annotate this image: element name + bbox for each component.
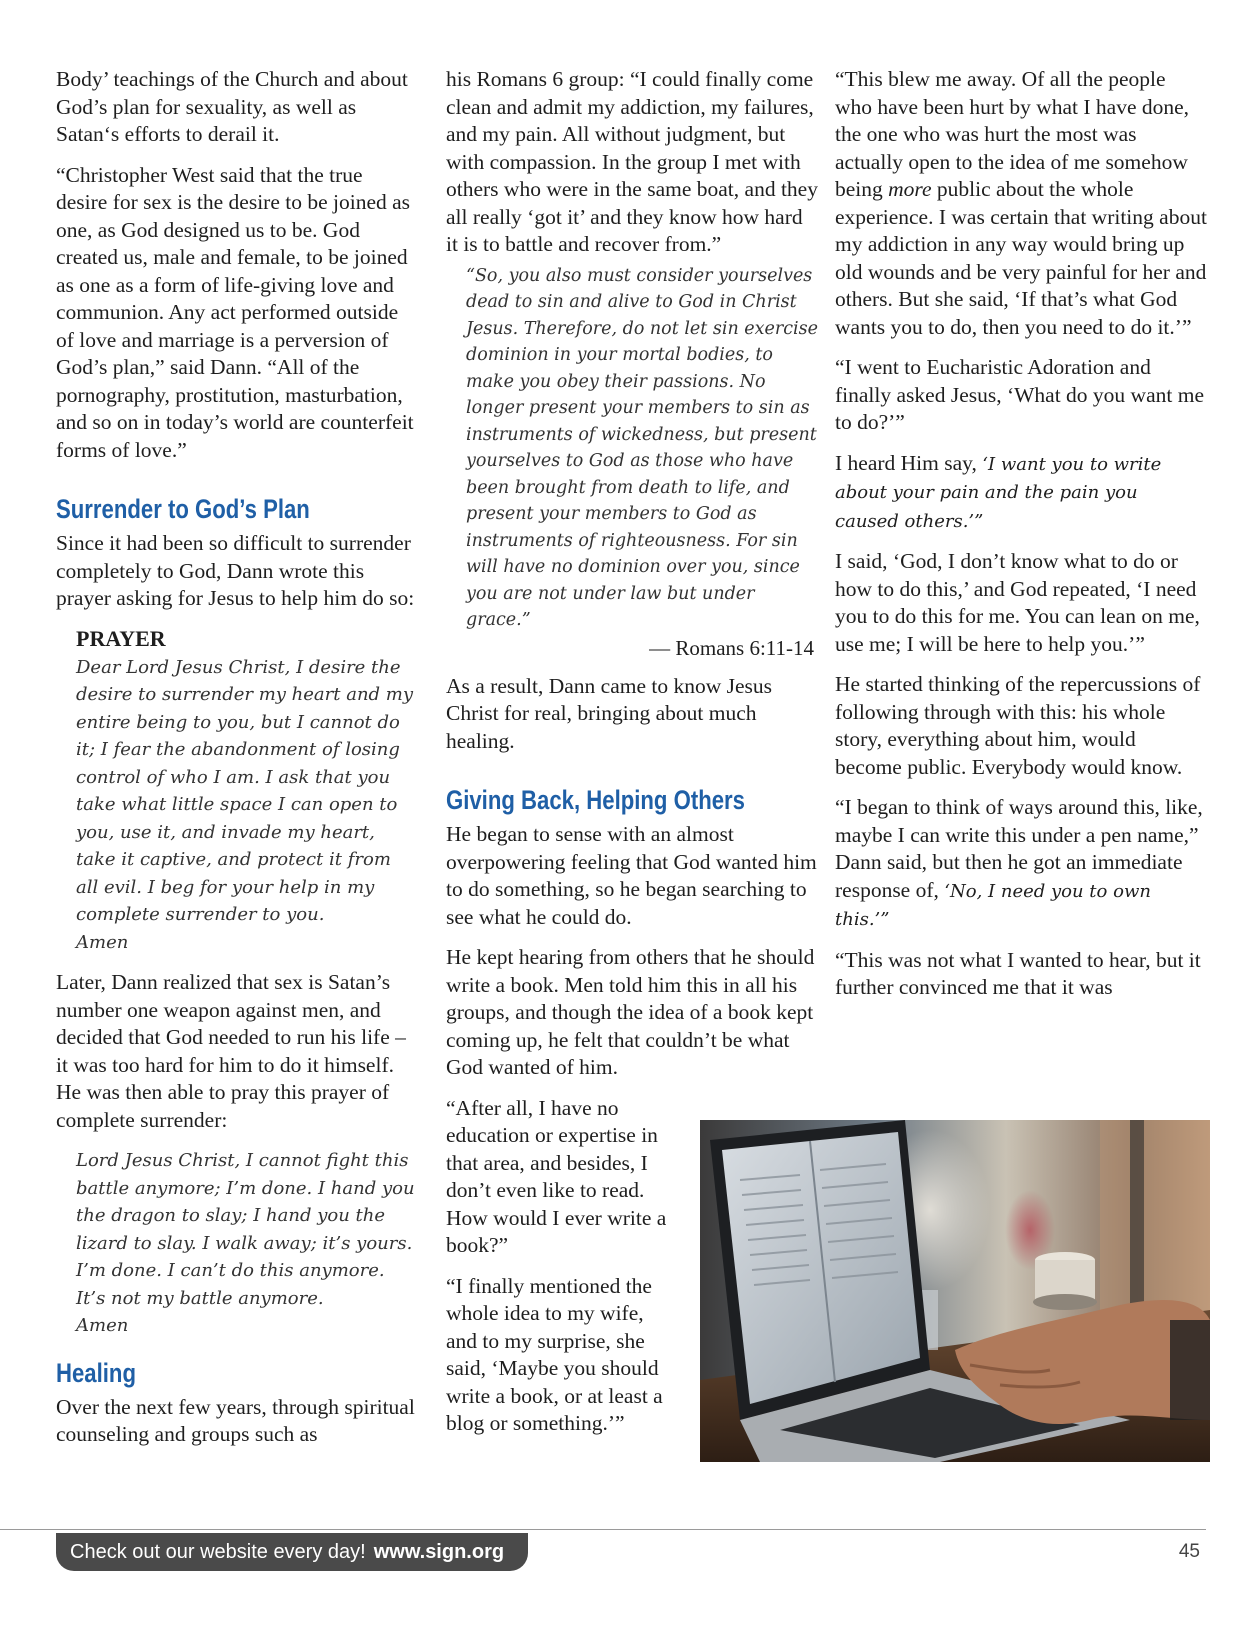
- prayer-title: PRAYER: [76, 625, 166, 651]
- article-column-1: [56, 66, 418, 1462]
- scripture-quote: “So, you also must consider yourselves dead to sin and alive to God in Christ Jesus. Therefore, do not let sin exercise dominion in your mortal bodies, to make you obey their passions. No longer present your members to sin as instruments of wickedness, but present yourselves to God as those who have been brought from death to life, and present your members to God as instruments of righteousness. For sin will have no dominion over you, since you are not under law but under grace.”: [466, 265, 818, 630]
- website-link[interactable]: www.sign.org: [373, 1541, 505, 1563]
- paragraph: “This was not what I wanted to hear, but it further convinced me that it was: [835, 947, 1201, 999]
- prayer-amen: Amen: [76, 931, 129, 953]
- paragraph: He kept hearing from others that he should write a book. Men told him this in all his groups, and though the idea of a book kept coming up, he felt that couldn’t be what God wanted of him.: [446, 945, 815, 1079]
- footer-divider: [0, 1529, 1206, 1530]
- paragraph: Over the next few years, through spiritual counseling and groups such as: [56, 1394, 415, 1446]
- page-number: 45: [1178, 1541, 1200, 1562]
- paragraph: He started thinking of the repercussions of following through with this: his whole story, everything about him, would become public. Everybody would know.: [835, 672, 1201, 779]
- article-column-3: [835, 66, 1207, 1015]
- paragraph: I said, ‘God, I don’t know what to do or how to do this,’ and God repeated, ‘I need you to do this for me. You can lean on me, use me; I will be here to help you.’”: [835, 549, 1200, 656]
- subheading-surrender: Surrender to God’s Plan: [56, 494, 310, 524]
- paragraph: “This blew me away. Of all the people who have been hurt by what I have done, the one who was hurt the most was actually open to the idea of me somehow being more public about the whole experience. I was certain that writing about my addiction in any way would bring up old wounds and be very painful for her and others. But she said, ‘If that’s what God wants you to do, then you need to do it.’”: [835, 67, 1207, 339]
- footer-cta: Check out our website every day!: [70, 1541, 366, 1563]
- emphasis: more: [888, 177, 932, 201]
- paragraph: As a result, Dann came to know Jesus Christ for real, bringing about much healing.: [446, 673, 773, 753]
- paragraph: “After all, I have no education or expertise in that area, and besides, I don’t even like to read. How would I ever write a book?”: [446, 1095, 667, 1257]
- emphasis: ‘I want you to write about your pain and the pain you caused others.’”: [835, 453, 1162, 532]
- paragraph: “Christopher West said that the true desire for sex is the desire to be joined as one, as God designed us to be. God created us, male and female, to be joined as one as a form of life-giving love and communion. Any act performed outside of love and marriage is a perversion of God’s plan,” said Dann. “All of the pornography, prostitution, masturbation, and so on in today’s world are counterfeit forms of love.”: [56, 162, 414, 462]
- footer-banner: [56, 1533, 528, 1571]
- paragraph: Later, Dann realized that sex is Satan’s number one weapon against men, and decided that God needed to run his life – it was too hard for him to do it himself. He was then able to pray this prayer of complete surrender:: [56, 970, 406, 1132]
- paragraph: I heard Him say, ‘I want you to write about your pain and the pain you caused others.’”: [835, 450, 1162, 532]
- emphasis: ‘No, I need you to own this.’”: [835, 880, 1151, 930]
- prayer-amen: Amen: [76, 1315, 129, 1336]
- paragraph: his Romans 6 group: “I could finally come clean and admit my addiction, my failures, and my pain. All without judgment, but with compassion. In the group I met with others who were in the same boat, and they all really ‘got it’ and they know how hard it is to battle and recover from.”: [446, 67, 818, 256]
- subheading-healing: Healing: [56, 1357, 136, 1388]
- paragraph: He began to sense with an almost overpowering feeling that God wanted him to do something, so he began searching to see what he could do.: [446, 822, 817, 929]
- paragraph: Body’ teachings of the Church and about God’s plan for sexuality, as well as Satan‘s efforts to derail it.: [56, 67, 408, 146]
- laptop-typing-photo: [700, 1120, 1210, 1462]
- paragraph: “I went to Eucharistic Adoration and finally asked Jesus, ‘What do you want me to do?’”: [835, 355, 1204, 434]
- paragraph: “I finally mentioned the whole idea to my wife, and to my surprise, she said, ‘Maybe you should write a book, or at least a blog or something.’”: [446, 1273, 663, 1435]
- scripture-reference: — Romans 6:11-14: [649, 635, 814, 660]
- prayer-text: Lord Jesus Christ, I cannot fight this battle anymore; I’m done. I hand you the dragon to slay; I hand you the lizard to slay. I walk away; it’s yours. I’m done. I can’t do this anymore. It’s not my battle anymore.: [76, 1150, 415, 1309]
- laptop-photo-illustration: [700, 1120, 1210, 1462]
- paragraph: “I began to think of ways around this, like, maybe I can write this under a pen name,” Dann said, but then he got an immediate response of, ‘No, I need you to own this.’”: [835, 795, 1203, 930]
- subheading-giving-back: Giving Back, Helping Others: [446, 785, 745, 815]
- prayer-text: Dear Lord Jesus Christ, I desire the desire to surrender my heart and my entire being to you, but I cannot do it; I fear the abandonment of losing control of who I am. I ask that you take what little space I can open to you, use it, and invade my heart, take it captive, and protect it from all evil. I beg for your help in my complete surrender to you.: [76, 656, 414, 925]
- paragraph: Since it had been so difficult to surrender completely to God, Dann wrote this prayer asking for Jesus to help him do so:: [56, 531, 415, 610]
